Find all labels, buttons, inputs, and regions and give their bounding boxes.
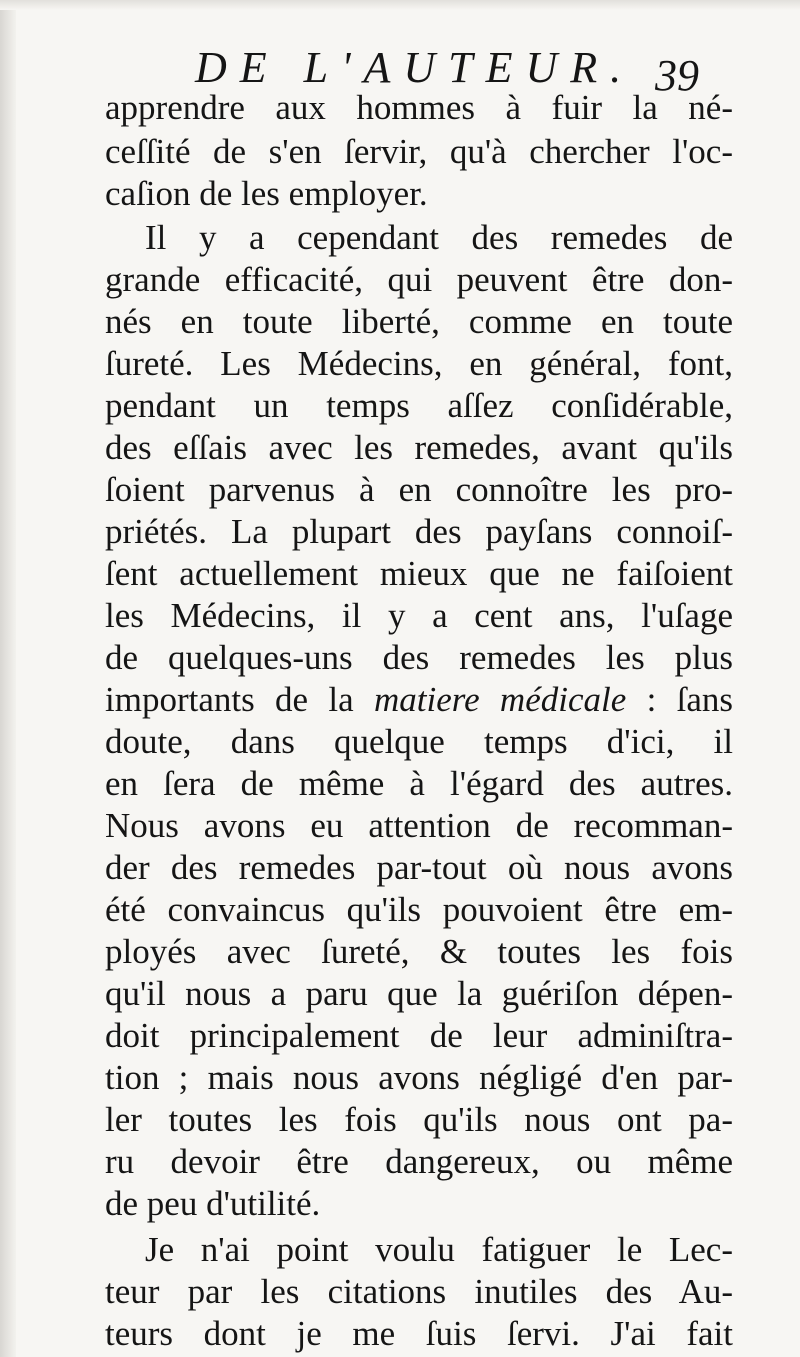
text-line: doute, dans quelque temps d'ici, il — [105, 722, 733, 761]
text-line: der des remedes par-tout où nous avons — [105, 848, 733, 887]
text-line: des eſſais avec les remedes, avant qu'ils — [105, 428, 733, 467]
text-line: été convaincus qu'ils pouvoient être em- — [105, 890, 733, 929]
text-line: tion ; mais nous avons négligé d'en par- — [105, 1058, 733, 1097]
text-line: ru devoir être dangereux, ou même — [105, 1142, 733, 1181]
text-line-with-italic — [105, 678, 733, 722]
text-line: teur par les citations inutiles des Au- — [105, 1272, 733, 1311]
text-line: ſureté. Les Médecins, en général, font, — [105, 344, 733, 383]
text-segment: importants de la — [105, 680, 354, 719]
text-line: qu'il nous a paru que la guériſon dépen- — [105, 974, 733, 1013]
italic-phrase: matiere médicale — [373, 680, 627, 719]
text-line: ployés avec ſureté, & toutes les fois — [105, 932, 733, 971]
text-line: doit principalement de leur adminiſtra- — [105, 1016, 733, 1055]
page-gutter-shadow — [0, 0, 16, 1357]
running-head: DE L'AUTEUR. — [195, 43, 635, 92]
text-line: Nous avons eu attention de recomman- — [105, 806, 733, 845]
text-line: ſoient parvenus à en connoître les pro- — [105, 470, 733, 509]
text-line: grande efficacité, qui peuvent être don- — [105, 260, 733, 299]
text-line: de quelques-uns des remedes les plus — [105, 638, 733, 677]
page-top-shadow — [0, 0, 800, 10]
text-line: ceſſité de s'en ſervir, qu'à chercher l'oc- — [105, 132, 733, 171]
text-line: ler toutes les fois qu'ils nous ont pa- — [105, 1100, 733, 1139]
text-line: Il y a cependant des remedes de — [145, 218, 733, 257]
text-line: de peu d'utilité. — [105, 1184, 321, 1223]
text-line: ſent actuellement mieux que ne faiſoient — [105, 554, 733, 593]
text-line: apprendre aux hommes à fuir la né- — [105, 88, 733, 127]
text-segment: : ſans — [626, 680, 733, 719]
text-line: Je n'ai point voulu fatiguer le Lec- — [145, 1230, 733, 1269]
text-line: caſion de les employer. — [105, 174, 428, 213]
text-line: les Médecins, il y a cent ans, l'uſage — [105, 596, 733, 635]
text-line: priétés. La plupart des payſans connoiſ- — [105, 512, 733, 551]
text-line: teurs dont je me ſuis ſervi. J'ai fait — [105, 1314, 733, 1353]
text-line: pendant un temps aſſez conſidérable, — [105, 386, 733, 425]
text-line: en ſera de même à l'égard des autres. — [105, 764, 733, 803]
text-line: nés en toute liberté, comme en toute — [105, 302, 733, 341]
page-number: 39 — [655, 51, 699, 100]
